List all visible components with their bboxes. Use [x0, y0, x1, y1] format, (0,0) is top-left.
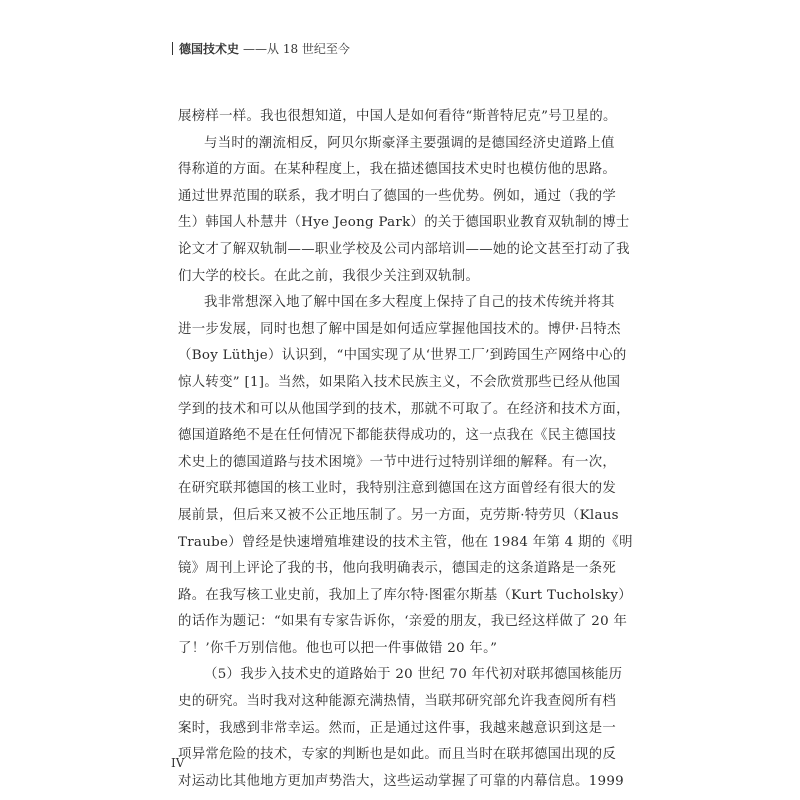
text-line: 镜》周刊上评论了我的书，他向我明确表示，德国走的这条道路是一条死	[178, 561, 617, 577]
text-line: 展榜样一样。我也很想知道，中国人是如何看待“斯普特尼克”号卫星的。	[178, 109, 617, 124]
text-line: 的话作为题记：“如果有专家告诉你，‘亲爱的朋友，我已经这样做了 20 年	[178, 614, 628, 630]
text-line: 们大学的校长。在此之前，我很少关注到双轨制。	[178, 268, 480, 284]
text-line: 得称道的方面。在某种程度上，我在描述德国技术史时也模仿他的思路。	[178, 162, 617, 178]
text-line: 史的研究。当时我对这种能源充满热情，当联邦研究部允许我查阅所有档	[178, 694, 617, 710]
text-line: 我非常想深入地了解中国在多大程度上保持了自己的技术传统并将其	[204, 295, 615, 311]
text-line: 项异常危险的技术，专家的判断也是如此。而且当时在联邦德国出现的反	[178, 747, 617, 763]
text-line: 路。在我写核工业史前，我加上了库尔特·图霍尔斯基（Kurt Tucholsky）	[178, 587, 632, 603]
text-line: 通过世界范围的联系，我才明白了德国的一些优势。例如，通过（我的学	[178, 188, 617, 204]
running-header	[172, 40, 350, 57]
book-title: 德国技术史	[179, 42, 240, 56]
page-body	[178, 104, 633, 795]
header-rule	[172, 42, 173, 55]
text-line: 在研究联邦德国的核工业时，我特别注意到德国在这方面曾经有很大的发	[178, 481, 617, 497]
text-line: 对运动比其他地方更加声势浩大，这些运动掌握了可靠的内幕信息。1999	[178, 773, 624, 789]
text-line: （Boy Lüthje）认识到，“中国实现了从‘世界工厂’到跨国生产网络中心的	[178, 348, 627, 364]
text-line: 德国道路绝不是在任何情况下都能获得成功的，这一点我在《民主德国技	[178, 428, 617, 444]
text-line: 惊人转变” [1]。当然，如果陷入技术民族主义，不会欣赏那些已经从他国	[178, 374, 621, 390]
text-line: （5）我步入技术史的道路始于 20 世纪 70 年代初对联邦德国核能历	[204, 667, 623, 683]
text-line: 生）韩国人朴慧井（Hye Jeong Park）的关于德国职业教育双轨制的博士	[178, 215, 630, 231]
text-line: 了！’你千万别信他。他也可以把一件事做错 20 年。”	[178, 640, 498, 656]
text-line: 术史上的德国道路与技术困境》一节中进行过特别详细的解释。有一次，	[178, 454, 617, 470]
text-line: 与当时的潮流相反，阿贝尔斯豪泽主要强调的是德国经济史道路上值	[204, 135, 615, 151]
text-line: Traube）曾经是快速增殖堆建设的技术主管，他在 1984 年第 4 期的《明	[178, 534, 633, 550]
text-line: 案时，我感到非常幸运。然而，正是通过这件事，我越来越意识到这是一	[178, 720, 617, 736]
text-line: 展前景，但后来又被不公正地压制了。另一方面，克劳斯·特劳贝（Klaus	[178, 507, 619, 523]
text-line: 学到的技术和可以从他国学到的技术，那就不可取了。在经济和技术方面，	[178, 401, 630, 417]
text-line: 进一步发展，同时也想了解中国是如何适应掌握他国技术的。博伊·吕特杰	[178, 321, 621, 337]
book-subtitle: ——从 18 世纪至今	[243, 42, 350, 56]
page-number: IV	[171, 756, 185, 770]
text-line: 论文才了解双轨制——职业学校及公司内部培训——她的论文甚至打动了我	[178, 241, 630, 257]
